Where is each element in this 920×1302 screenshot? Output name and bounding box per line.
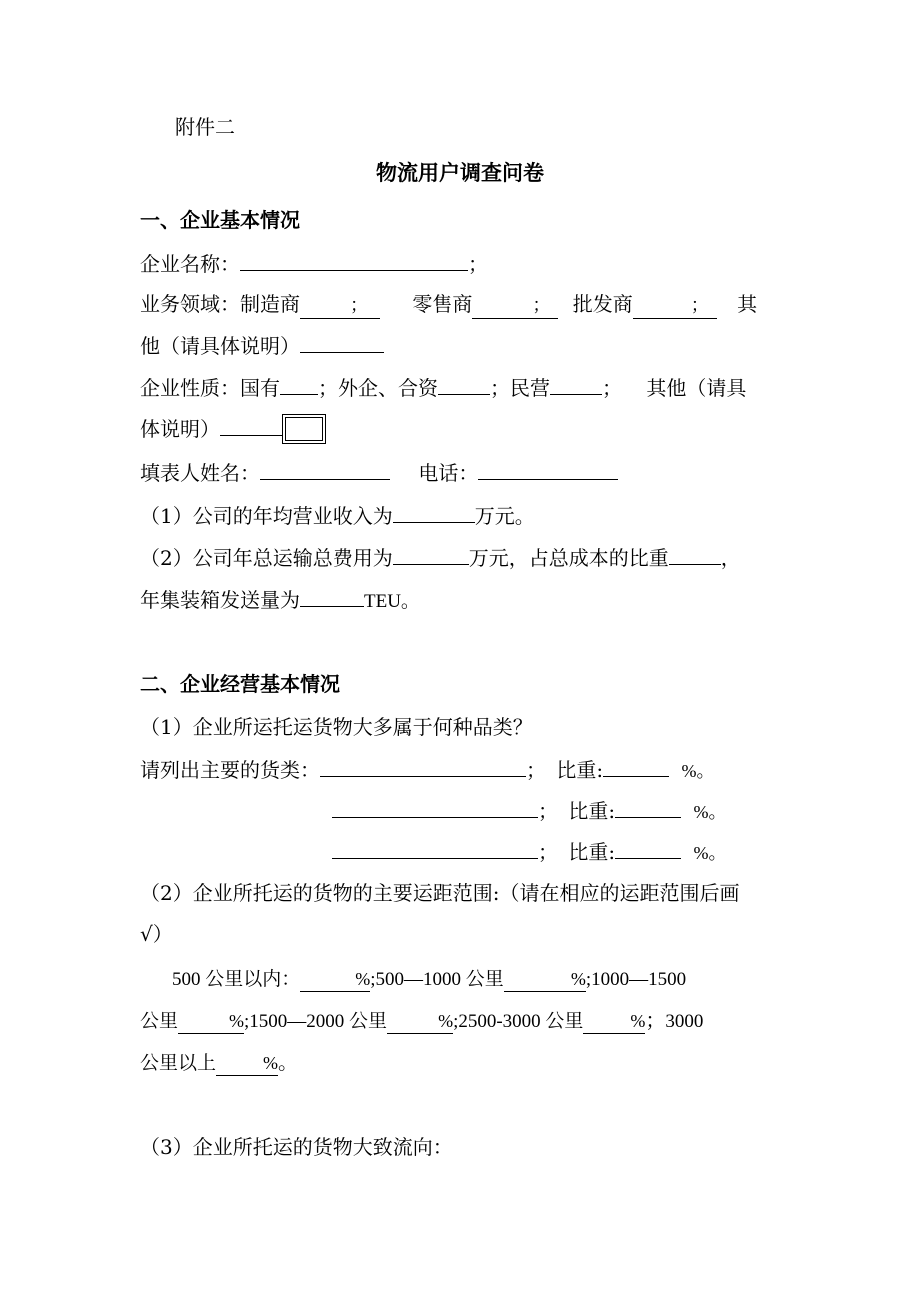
flow-direction-question: （3）企业所托运的货物大致流向： bbox=[140, 1135, 453, 1159]
foreign-jv-field[interactable] bbox=[438, 370, 490, 395]
section1-heading: 一、企业基本情况 bbox=[140, 208, 300, 232]
cargo-ratio-field-2[interactable] bbox=[615, 793, 681, 818]
cargo-type-field-1[interactable] bbox=[320, 752, 526, 777]
container-row: 年集装箱发送量为 TEU。 bbox=[140, 582, 420, 616]
cost-share-field[interactable] bbox=[669, 540, 721, 565]
range-500-1000-field[interactable]: % bbox=[504, 967, 586, 992]
business-other-row: 他（请具体说明） bbox=[140, 328, 384, 362]
business-domain-row: 业务领域：制造商 ； 零售商 ； 批发商 ； 其 bbox=[140, 287, 757, 321]
range-under-500-field[interactable]: % bbox=[300, 967, 370, 992]
manufacturer-field[interactable]: ； bbox=[300, 294, 380, 319]
cargo-type-field-2[interactable] bbox=[332, 793, 538, 818]
wholesaler-field[interactable]: ； bbox=[633, 294, 717, 319]
section2-heading: 二、企业经营基本情况 bbox=[140, 672, 340, 696]
distance-row-1: 500 公里以内： %;500—1000 公里 %;1000—1500 bbox=[172, 969, 687, 990]
range-1500-2000-field[interactable]: % bbox=[387, 1009, 453, 1034]
cargo-type-field-3[interactable] bbox=[332, 834, 538, 859]
range-1000-1500-field[interactable]: % bbox=[178, 1009, 244, 1034]
distance-question: （2）企业所托运的货物的主要运距范围:（请在相应的运距范围后画 bbox=[140, 881, 740, 905]
range-over-3000-field[interactable]: % bbox=[216, 1051, 278, 1076]
transport-cost-field[interactable] bbox=[393, 540, 469, 565]
distance-question-cont: √） bbox=[140, 922, 173, 946]
company-nature-row: 企业性质：国有 ；外企、合资 ；民营 ； 其他（请具 bbox=[140, 370, 746, 404]
company-nature-other-row: 体说明） bbox=[140, 411, 326, 445]
state-owned-field[interactable] bbox=[280, 370, 318, 395]
company-name-field[interactable] bbox=[240, 246, 468, 271]
attachment-label: 附件二 bbox=[175, 115, 235, 139]
company-name-row: 企业名称： ； bbox=[140, 246, 488, 280]
distance-row-3: 公里以上 %。 bbox=[140, 1050, 299, 1074]
cargo-ratio-field-1[interactable] bbox=[603, 752, 669, 777]
revenue-field[interactable] bbox=[393, 498, 475, 523]
filler-name-field[interactable] bbox=[260, 455, 390, 480]
phone-field[interactable] bbox=[478, 455, 618, 480]
checkbox[interactable] bbox=[282, 414, 326, 444]
revenue-row: （1）公司的年均营业收入为 万元。 bbox=[140, 498, 535, 532]
document-title: 物流用户调查问卷 bbox=[376, 161, 544, 185]
transport-cost-row: （2）公司年总运输总费用为 万元，占总成本的比重 ， bbox=[140, 540, 741, 574]
cargo-ratio-field-3[interactable] bbox=[615, 834, 681, 859]
retailer-field[interactable]: ； bbox=[472, 294, 558, 319]
cargo-question: （1）企业所运托运货物大多属于何种品类？ bbox=[140, 715, 533, 739]
business-other-field[interactable] bbox=[300, 328, 384, 353]
cargo-row-3: ； 比重: %。 bbox=[332, 834, 726, 868]
cargo-row-2: ； 比重: %。 bbox=[332, 793, 726, 827]
private-field[interactable] bbox=[550, 370, 602, 395]
filler-row: 填表人姓名： 电话： bbox=[140, 455, 618, 489]
range-2500-3000-field[interactable]: % bbox=[583, 1009, 645, 1034]
nature-other-field[interactable] bbox=[220, 411, 282, 436]
container-volume-field[interactable] bbox=[300, 582, 364, 607]
distance-row-2: 公里 %;1500—2000 公里 %;2500-3000 公里 %；3000 bbox=[140, 1008, 704, 1032]
cargo-row-1: 请列出主要的货类： ； 比重: %。 bbox=[140, 752, 714, 786]
